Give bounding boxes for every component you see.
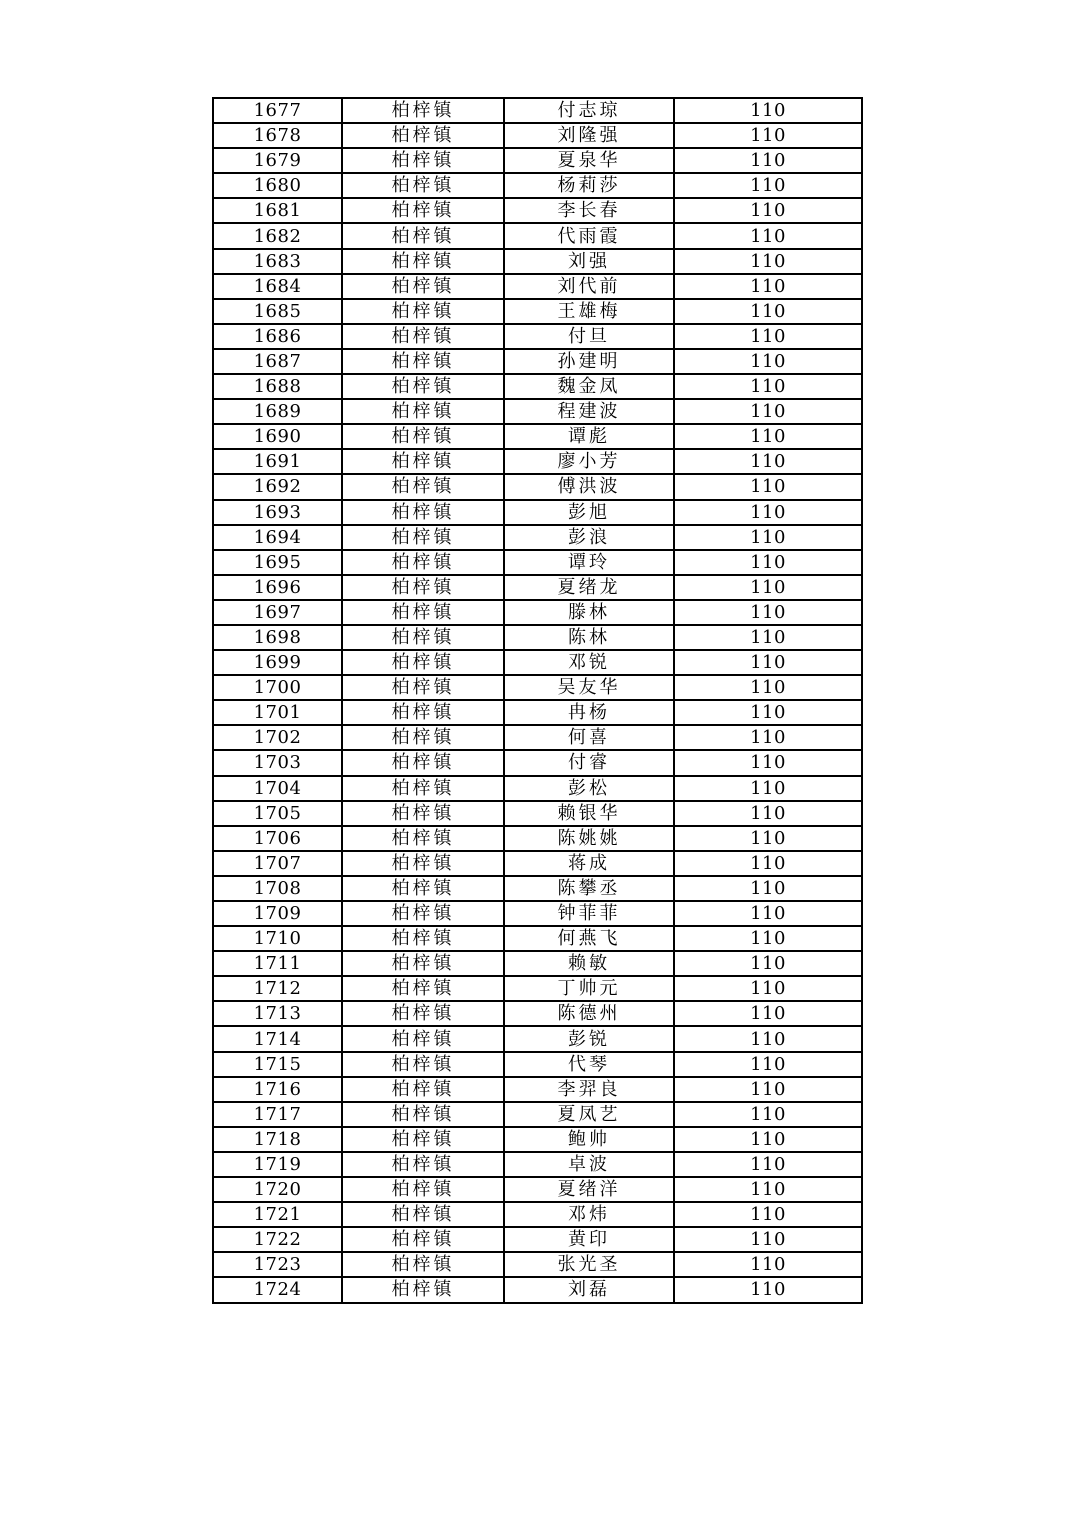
cell-town: 柏梓镇 — [342, 1252, 504, 1277]
cell-amount: 110 — [674, 976, 862, 1001]
cell-number: 1709 — [213, 901, 342, 926]
table-row — [213, 324, 862, 349]
cell-number: 1722 — [213, 1227, 342, 1252]
table-row — [213, 500, 862, 525]
cell-town: 柏梓镇 — [342, 223, 504, 248]
cell-amount: 110 — [674, 801, 862, 826]
cell-town: 柏梓镇 — [342, 976, 504, 1001]
cell-name: 刘代前 — [504, 274, 674, 299]
cell-name: 卓波 — [504, 1152, 674, 1177]
cell-name: 赖敏 — [504, 951, 674, 976]
cell-number: 1694 — [213, 525, 342, 550]
cell-name: 冉杨 — [504, 700, 674, 725]
cell-town: 柏梓镇 — [342, 600, 504, 625]
cell-amount: 110 — [674, 324, 862, 349]
cell-amount: 110 — [674, 474, 862, 499]
cell-name: 刘磊 — [504, 1277, 674, 1302]
cell-town: 柏梓镇 — [342, 1026, 504, 1051]
cell-town: 柏梓镇 — [342, 374, 504, 399]
cell-amount: 110 — [674, 449, 862, 474]
cell-number: 1703 — [213, 750, 342, 775]
cell-name: 彭松 — [504, 776, 674, 801]
cell-name: 陈姚姚 — [504, 826, 674, 851]
cell-name: 李长春 — [504, 198, 674, 223]
cell-amount: 110 — [674, 725, 862, 750]
table-row — [213, 650, 862, 675]
table-row — [213, 725, 862, 750]
cell-amount: 110 — [674, 1277, 862, 1302]
cell-town: 柏梓镇 — [342, 1077, 504, 1102]
cell-town: 柏梓镇 — [342, 801, 504, 826]
cell-amount: 110 — [674, 851, 862, 876]
cell-town: 柏梓镇 — [342, 324, 504, 349]
cell-town: 柏梓镇 — [342, 299, 504, 324]
cell-number: 1679 — [213, 148, 342, 173]
table-row — [213, 399, 862, 424]
cell-amount: 110 — [674, 951, 862, 976]
cell-amount: 110 — [674, 1077, 862, 1102]
table-row — [213, 1277, 862, 1302]
cell-name: 彭浪 — [504, 525, 674, 550]
cell-amount: 110 — [674, 349, 862, 374]
cell-number: 1724 — [213, 1277, 342, 1302]
table-row — [213, 1152, 862, 1177]
table-row — [213, 1102, 862, 1127]
cell-name: 付旦 — [504, 324, 674, 349]
cell-name: 代雨霞 — [504, 223, 674, 248]
cell-number: 1719 — [213, 1152, 342, 1177]
cell-number: 1701 — [213, 700, 342, 725]
cell-number: 1692 — [213, 474, 342, 499]
cell-amount: 110 — [674, 98, 862, 123]
cell-town: 柏梓镇 — [342, 474, 504, 499]
cell-name: 黄印 — [504, 1227, 674, 1252]
cell-town: 柏梓镇 — [342, 1052, 504, 1077]
cell-town: 柏梓镇 — [342, 625, 504, 650]
cell-town: 柏梓镇 — [342, 1227, 504, 1252]
cell-name: 何燕飞 — [504, 926, 674, 951]
cell-number: 1704 — [213, 776, 342, 801]
cell-number: 1677 — [213, 98, 342, 123]
cell-name: 廖小芳 — [504, 449, 674, 474]
cell-town: 柏梓镇 — [342, 776, 504, 801]
cell-amount: 110 — [674, 399, 862, 424]
table-row — [213, 801, 862, 826]
cell-number: 1695 — [213, 550, 342, 575]
cell-name: 邓炜 — [504, 1202, 674, 1227]
cell-town: 柏梓镇 — [342, 123, 504, 148]
cell-town: 柏梓镇 — [342, 700, 504, 725]
cell-number: 1716 — [213, 1077, 342, 1102]
cell-name: 陈林 — [504, 625, 674, 650]
cell-number: 1682 — [213, 223, 342, 248]
table-row — [213, 198, 862, 223]
cell-number: 1686 — [213, 324, 342, 349]
cell-town: 柏梓镇 — [342, 148, 504, 173]
cell-amount: 110 — [674, 374, 862, 399]
table-row — [213, 299, 862, 324]
cell-amount: 110 — [674, 926, 862, 951]
cell-name: 傅洪波 — [504, 474, 674, 499]
cell-amount: 110 — [674, 876, 862, 901]
table-row — [213, 1026, 862, 1051]
cell-name: 蒋成 — [504, 851, 674, 876]
cell-amount: 110 — [674, 1202, 862, 1227]
cell-number: 1684 — [213, 274, 342, 299]
cell-amount: 110 — [674, 700, 862, 725]
cell-name: 夏泉华 — [504, 148, 674, 173]
cell-name: 杨莉莎 — [504, 173, 674, 198]
cell-name: 钟菲菲 — [504, 901, 674, 926]
table-row — [213, 675, 862, 700]
cell-number: 1687 — [213, 349, 342, 374]
table-row — [213, 223, 862, 248]
cell-number: 1693 — [213, 500, 342, 525]
table-body — [213, 98, 862, 1303]
table-row — [213, 148, 862, 173]
cell-amount: 110 — [674, 148, 862, 173]
table-row — [213, 173, 862, 198]
cell-name: 李羿良 — [504, 1077, 674, 1102]
cell-number: 1681 — [213, 198, 342, 223]
cell-name: 邓锐 — [504, 650, 674, 675]
cell-number: 1699 — [213, 650, 342, 675]
cell-name: 赖银华 — [504, 801, 674, 826]
cell-amount: 110 — [674, 1026, 862, 1051]
cell-amount: 110 — [674, 650, 862, 675]
cell-number: 1710 — [213, 926, 342, 951]
cell-town: 柏梓镇 — [342, 1202, 504, 1227]
cell-amount: 110 — [674, 776, 862, 801]
table-row — [213, 876, 862, 901]
table-row — [213, 951, 862, 976]
cell-town: 柏梓镇 — [342, 1102, 504, 1127]
cell-town: 柏梓镇 — [342, 98, 504, 123]
cell-number: 1688 — [213, 374, 342, 399]
cell-amount: 110 — [674, 826, 862, 851]
table-row — [213, 424, 862, 449]
cell-name: 丁帅元 — [504, 976, 674, 1001]
cell-amount: 110 — [674, 1102, 862, 1127]
cell-amount: 110 — [674, 198, 862, 223]
cell-number: 1721 — [213, 1202, 342, 1227]
cell-name: 夏绪洋 — [504, 1177, 674, 1202]
cell-town: 柏梓镇 — [342, 926, 504, 951]
cell-name: 付志琼 — [504, 98, 674, 123]
cell-amount: 110 — [674, 123, 862, 148]
cell-number: 1713 — [213, 1001, 342, 1026]
cell-amount: 110 — [674, 299, 862, 324]
cell-name: 刘隆强 — [504, 123, 674, 148]
subsidy-table — [212, 97, 863, 1304]
cell-number: 1711 — [213, 951, 342, 976]
cell-town: 柏梓镇 — [342, 1127, 504, 1152]
cell-number: 1700 — [213, 675, 342, 700]
cell-amount: 110 — [674, 1252, 862, 1277]
table-row — [213, 474, 862, 499]
cell-number: 1702 — [213, 725, 342, 750]
cell-number: 1707 — [213, 851, 342, 876]
table-row — [213, 1001, 862, 1026]
cell-name: 魏金凤 — [504, 374, 674, 399]
cell-number: 1691 — [213, 449, 342, 474]
cell-amount: 110 — [674, 901, 862, 926]
table-row — [213, 901, 862, 926]
cell-town: 柏梓镇 — [342, 951, 504, 976]
cell-amount: 110 — [674, 750, 862, 775]
table-row — [213, 1252, 862, 1277]
cell-amount: 110 — [674, 424, 862, 449]
cell-number: 1706 — [213, 826, 342, 851]
cell-amount: 110 — [674, 1152, 862, 1177]
table-row — [213, 349, 862, 374]
cell-name: 彭旭 — [504, 500, 674, 525]
table-row — [213, 600, 862, 625]
cell-number: 1718 — [213, 1127, 342, 1152]
cell-amount: 110 — [674, 1227, 862, 1252]
cell-number: 1705 — [213, 801, 342, 826]
cell-town: 柏梓镇 — [342, 1152, 504, 1177]
cell-number: 1696 — [213, 575, 342, 600]
table-row — [213, 374, 862, 399]
cell-town: 柏梓镇 — [342, 399, 504, 424]
table-row — [213, 1227, 862, 1252]
table-row — [213, 750, 862, 775]
table-row — [213, 1077, 862, 1102]
cell-amount: 110 — [674, 249, 862, 274]
cell-number: 1708 — [213, 876, 342, 901]
cell-name: 陈德州 — [504, 1001, 674, 1026]
cell-town: 柏梓镇 — [342, 575, 504, 600]
cell-town: 柏梓镇 — [342, 274, 504, 299]
cell-name: 滕林 — [504, 600, 674, 625]
cell-number: 1717 — [213, 1102, 342, 1127]
table-row — [213, 1177, 862, 1202]
cell-amount: 110 — [674, 625, 862, 650]
cell-town: 柏梓镇 — [342, 826, 504, 851]
cell-town: 柏梓镇 — [342, 349, 504, 374]
cell-number: 1678 — [213, 123, 342, 148]
cell-number: 1683 — [213, 249, 342, 274]
cell-name: 夏凤艺 — [504, 1102, 674, 1127]
table-row — [213, 575, 862, 600]
cell-number: 1689 — [213, 399, 342, 424]
cell-name: 刘强 — [504, 249, 674, 274]
cell-number: 1714 — [213, 1026, 342, 1051]
table-row — [213, 851, 862, 876]
cell-town: 柏梓镇 — [342, 249, 504, 274]
cell-name: 程建波 — [504, 399, 674, 424]
cell-name: 张光圣 — [504, 1252, 674, 1277]
cell-name: 付睿 — [504, 750, 674, 775]
cell-town: 柏梓镇 — [342, 525, 504, 550]
cell-town: 柏梓镇 — [342, 876, 504, 901]
cell-town: 柏梓镇 — [342, 449, 504, 474]
table-row — [213, 1127, 862, 1152]
cell-town: 柏梓镇 — [342, 173, 504, 198]
table-row — [213, 700, 862, 725]
cell-number: 1712 — [213, 976, 342, 1001]
cell-amount: 110 — [674, 550, 862, 575]
cell-name: 夏绪龙 — [504, 575, 674, 600]
cell-amount: 110 — [674, 500, 862, 525]
table-row — [213, 776, 862, 801]
table-row — [213, 1202, 862, 1227]
cell-amount: 110 — [674, 1001, 862, 1026]
table-row — [213, 926, 862, 951]
table-row — [213, 625, 862, 650]
cell-number: 1685 — [213, 299, 342, 324]
cell-amount: 110 — [674, 600, 862, 625]
cell-number: 1720 — [213, 1177, 342, 1202]
cell-amount: 110 — [674, 223, 862, 248]
cell-town: 柏梓镇 — [342, 650, 504, 675]
cell-amount: 110 — [674, 525, 862, 550]
table-row — [213, 249, 862, 274]
table-row — [213, 550, 862, 575]
cell-number: 1723 — [213, 1252, 342, 1277]
cell-town: 柏梓镇 — [342, 1277, 504, 1302]
cell-amount: 110 — [674, 1177, 862, 1202]
cell-town: 柏梓镇 — [342, 424, 504, 449]
cell-name: 鲍帅 — [504, 1127, 674, 1152]
cell-name: 谭彪 — [504, 424, 674, 449]
cell-name: 陈攀丞 — [504, 876, 674, 901]
cell-town: 柏梓镇 — [342, 675, 504, 700]
cell-amount: 110 — [674, 675, 862, 700]
cell-name: 吴友华 — [504, 675, 674, 700]
cell-town: 柏梓镇 — [342, 1177, 504, 1202]
table-row — [213, 1052, 862, 1077]
table-row — [213, 976, 862, 1001]
cell-town: 柏梓镇 — [342, 198, 504, 223]
table-row — [213, 525, 862, 550]
cell-amount: 110 — [674, 274, 862, 299]
table-row — [213, 274, 862, 299]
cell-amount: 110 — [674, 173, 862, 198]
cell-number: 1698 — [213, 625, 342, 650]
cell-town: 柏梓镇 — [342, 550, 504, 575]
cell-amount: 110 — [674, 1127, 862, 1152]
cell-name: 代琴 — [504, 1052, 674, 1077]
table-row — [213, 449, 862, 474]
cell-number: 1690 — [213, 424, 342, 449]
cell-town: 柏梓镇 — [342, 725, 504, 750]
cell-number: 1715 — [213, 1052, 342, 1077]
cell-town: 柏梓镇 — [342, 1001, 504, 1026]
table-row — [213, 123, 862, 148]
cell-number: 1680 — [213, 173, 342, 198]
cell-number: 1697 — [213, 600, 342, 625]
cell-name: 王雄梅 — [504, 299, 674, 324]
cell-name: 谭玲 — [504, 550, 674, 575]
table-row — [213, 826, 862, 851]
cell-name: 孙建明 — [504, 349, 674, 374]
cell-town: 柏梓镇 — [342, 750, 504, 775]
cell-town: 柏梓镇 — [342, 901, 504, 926]
cell-town: 柏梓镇 — [342, 500, 504, 525]
cell-amount: 110 — [674, 1052, 862, 1077]
cell-name: 何喜 — [504, 725, 674, 750]
table-row — [213, 98, 862, 123]
cell-town: 柏梓镇 — [342, 851, 504, 876]
cell-amount: 110 — [674, 575, 862, 600]
cell-name: 彭锐 — [504, 1026, 674, 1051]
